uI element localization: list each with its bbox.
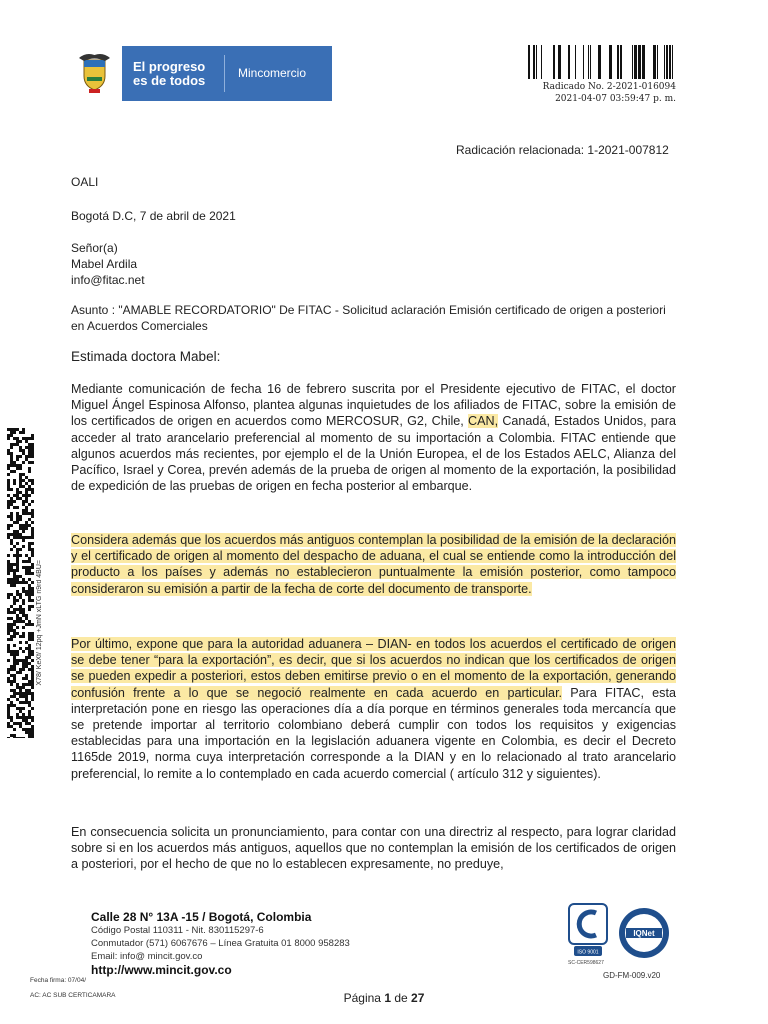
footer-email: Email: info@ mincit.gov.co (91, 951, 203, 962)
svg-text:IQNet: IQNet (633, 929, 655, 938)
footer-contact (91, 910, 350, 977)
recipient-block (71, 240, 145, 288)
related-filing: Radicación relacionada: 1-2021-007812 (456, 143, 669, 157)
radicado-number: Radicado No. 2-2021-016094 (542, 82, 676, 92)
recipient-email: info@fitac.net (71, 273, 145, 287)
subject-line: Asunto : "AMABLE RECORDATORIO" De FITAC - Solicitud aclaración Emisión certificado de origen a posteriori en Acuerdos Comerciales (71, 303, 666, 333)
office-code: OALI (71, 175, 99, 189)
page-number: Página 1 de 27 (343, 991, 425, 1005)
footer-phone: Conmutador (571) 6067676 – Línea Gratuita 01 8000 958283 (91, 938, 350, 949)
iqnet-icon (617, 906, 671, 960)
coat-of-arms-icon (67, 46, 122, 101)
greeting: Estimada doctora Mabel: (71, 349, 221, 364)
paragraph-4: En consecuencia solicita un pronunciamiento, para contar con una directriz al respecto, para lograr claridad sobre si en los acuerdos más antiguos, aquellos que no contemplan la emisión de los certificados de origen a posteriori, por el hecho de que no lo establecen expresamente, no preduye, (71, 825, 676, 872)
paragraph-2 (71, 532, 676, 597)
paragraph-3: Por último, expone que para la autoridad aduanera – DIAN- en todos los acuerdos el certificado de origen se debe tener “para la exportación”, es decir, que si los acuerdos no indican que los certificados de origen se pueden expedir a posteriori, estos deben emitirse previo o en el momento de la exportación, generando confusión frente a lo que se negoció realmente en cada acuerdo en particular. Para FITAC, esta interpretación pone en riesgo las operaciones día a día porque en términos generales toda mercancía que se pretende importar al territorio colombiano deberá cumplir con todos los requisitos y exigencias establecidas para una importación en la legislación aduanera vigente en Colombia, es decir el Decreto 1165de 2019, norma cuya interpretación corresponde a la DIAN y en lo relacionado al trato arancelario preferencial, lo remite a lo contemplado en cada acuerdo comercial ( artículo 312 y siguientes). (71, 637, 676, 781)
footer-address: Calle 28 N° 13A -15 / Bogotá, Colombia (91, 910, 312, 924)
highlight-paragraph-3: Por último, expone que para la autoridad aduanera – DIAN- en todos los acuerdos el certificado de origen se debe tener “para la exportación”, es decir, que si los acuerdos no indican que los certificados de origen se pueden expedir a posteriori, estos deben emitirse previo o en el momento de la exportación, generando confusión frente a lo que se negoció realmente en cada acuerdo en particular. (71, 637, 676, 700)
mincomercio-logo (67, 46, 332, 101)
signature-date: Fecha firma: 07/04/ (30, 977, 86, 984)
highlight-paragraph-2: Considera además que los acuerdos más antiguos contemplan la posibilidad de la emisión de la declaración y el certificado de origen al momento del despacho de aduana, el cual se entiende como la introducción del producto a los países y además no establecieron puntualmente la emisión posterior, como tampoco consideraron su emisión a partir de la fecha de corte del documento de transporte. (71, 533, 676, 596)
recipient-name: Mabel Ardila (71, 257, 138, 271)
city-date: Bogotá D.C, 7 de abril de 2021 (71, 209, 236, 223)
footer-postal: Código Postal 110311 - Nit. 830115297-6 (91, 925, 264, 936)
logo-slogan: El progreso es de todos (133, 59, 206, 88)
footer-website-link[interactable]: http://www.mincit.gov.co (91, 963, 232, 977)
form-code: GD-FM-009.v20 (603, 971, 661, 980)
side-verification-code: X78/ KeXf/ 12pq +JmN xLTG n9rd 4BU= (36, 560, 43, 686)
side-2d-code (7, 428, 34, 738)
certification-code: SC-CER598627 (568, 960, 604, 966)
signature-authority: AC: AC SUB CERTICAMARA (30, 992, 116, 999)
highlight-can: CAN, (468, 414, 499, 429)
recipient-salutation: Señor(a) (71, 241, 118, 255)
logo-ministry: Mincomercio (238, 66, 307, 80)
paragraph-1: Mediante comunicación de fecha 16 de febrero suscrita por el Presidente ejecutivo de FITAC, el doctor Miguel Ángel Espinosa Alfonso, plantea algunas inquietudes de los afiliados de FITAC, sobre la emisión de los certificados de origen en acuerdos como MERCOSUR, G2, Chile, CAN, Canadá, Estados Unidos, para acceder al trato arancelario preferencial al momento de su importación a Colombia. FITAC entiende que algunos acuerdos más recientes, por ejemplo el de la Unión Europea, el de los Estados AELC, Alianza del Pacífico, Israel y Corea, prevén además de la prueba de origen al momento de la exportación, la posibilidad de expedición de las pruebas de origen en fecha posterior al embarque. (71, 382, 676, 494)
logo-divider (224, 55, 225, 92)
svg-text:ISO 9001: ISO 9001 (577, 949, 599, 956)
radicado-date: 2021-04-07 03:59:47 p. m. (555, 94, 676, 104)
radicado-barcode (528, 45, 676, 79)
iso-certification-icon (568, 903, 608, 961)
